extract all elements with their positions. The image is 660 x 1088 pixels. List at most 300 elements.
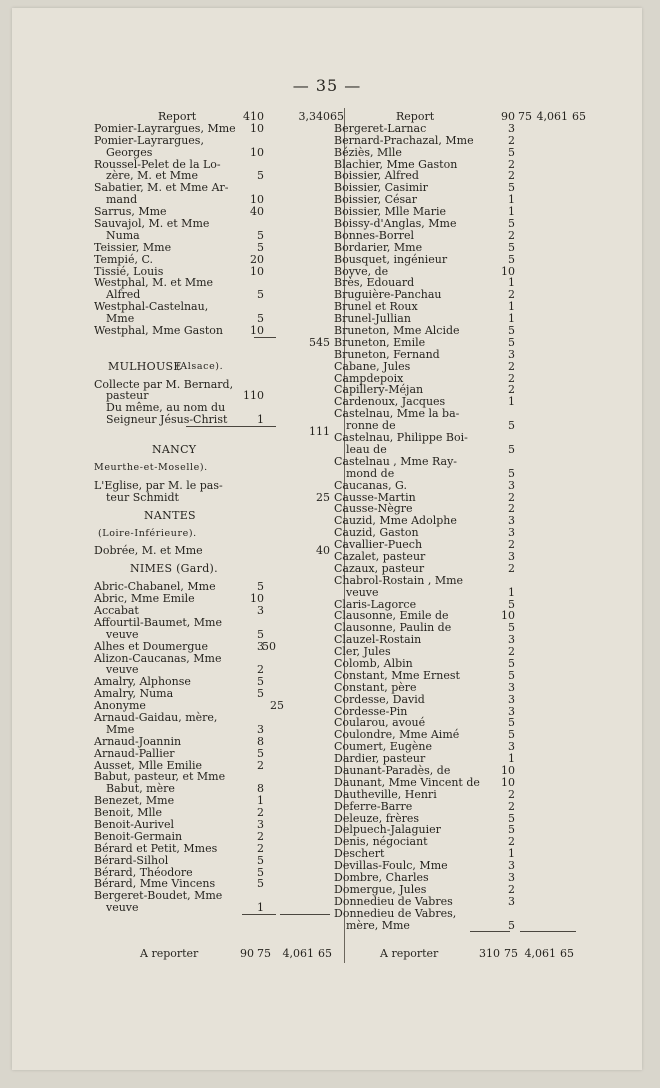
donor-name: Arnaud-Gaidau, mère,	[94, 710, 218, 724]
donation-amount: 5	[257, 240, 264, 254]
donor-row	[334, 777, 584, 789]
donor-name: Abric-Chabanel, Mme	[94, 580, 216, 594]
donation-amount: 25	[270, 699, 284, 713]
donation-amount: 5	[257, 853, 264, 867]
donor-row	[334, 884, 584, 896]
donation-amount: 2	[508, 882, 515, 896]
donor-row	[94, 629, 346, 641]
donor-name: Daunant-Paradès, de	[334, 763, 451, 777]
donor-row	[334, 254, 584, 266]
donor-name: Cazaux, pasteur	[334, 561, 425, 575]
donor-name: Dobrée, M. et Mme	[94, 544, 203, 558]
donor-name: Coumert, Eugène	[334, 740, 432, 754]
donor-name: Deleuze, frères	[334, 811, 419, 825]
donor-name: Cabane, Jules	[334, 359, 411, 373]
donation-amount: 5	[508, 811, 515, 825]
donation-amount: 2	[508, 383, 515, 397]
donor-name: Alizon-Caucanas, Mme	[94, 651, 222, 665]
donor-name: leau de	[346, 442, 387, 456]
donor-name: Bruguière-Panchau	[334, 288, 442, 302]
donation-amount: 3	[257, 603, 264, 617]
donor-name: Brunel-Jullian	[334, 312, 411, 326]
report-total-cents: 65	[572, 110, 586, 123]
report-amount: 410	[243, 110, 264, 123]
donor-name: Abric, Mme Emile	[94, 592, 195, 606]
donation-amount: 10	[501, 763, 515, 777]
donor-name: Boissier, Mlle Marie	[334, 205, 446, 219]
donor-name: veuve	[106, 627, 139, 641]
sum-rule	[520, 931, 576, 932]
donation-amount: 1	[508, 205, 515, 219]
donor-name: Roussel-Pelet de la Lo-	[94, 157, 221, 171]
donor-name: Cauzid, Gaston	[334, 526, 419, 540]
report-total: 4,061	[536, 110, 568, 123]
donation-amount: 2	[508, 169, 515, 183]
subtotal-row	[94, 337, 346, 349]
subtotal: 25	[316, 490, 330, 504]
donation-amount: 20	[250, 252, 264, 266]
carry-forward-label: A reporter	[380, 947, 439, 960]
donor-row	[94, 748, 346, 760]
donation-amount: 3	[508, 347, 515, 361]
donation-amount: 2	[508, 561, 515, 575]
donation-amount: 3	[257, 639, 264, 653]
sum-rule	[470, 931, 510, 932]
donor-name: Pomier-Layrargues, Mme	[94, 121, 236, 135]
donor-row	[334, 682, 584, 694]
section-heading	[94, 444, 346, 456]
donor-row	[94, 492, 346, 504]
donor-row	[334, 694, 584, 706]
donation-amount: 5	[257, 675, 264, 689]
donor-name: Capillery-Méjan	[334, 383, 424, 397]
donation-amount: 3	[508, 871, 515, 884]
donor-name: Brès, Edouard	[334, 276, 415, 290]
donation-amount: 5	[508, 442, 515, 456]
donation-cents: 50	[262, 639, 276, 653]
donation-amount: 5	[508, 335, 515, 349]
report-total-cents: 65	[330, 110, 344, 123]
carry-forward-total-cents: 65	[318, 947, 332, 960]
region-heading: (Alsace).	[176, 360, 224, 372]
donor-name: Mme	[106, 722, 135, 736]
donor-row	[334, 480, 584, 492]
donation-amount: 2	[508, 359, 515, 373]
donor-name: Cardenoux, Jacques	[334, 395, 446, 409]
donor-name: Westphal, Mme Gaston	[94, 324, 223, 338]
donor-row	[334, 349, 584, 361]
donation-amount: 1	[257, 413, 264, 427]
subtotal: 545	[309, 335, 330, 349]
donation-amount: 1	[257, 901, 264, 915]
donor-name: Daunant, Mme Vincent de	[334, 775, 480, 789]
donor-name: Sauvajol, M. et Mme	[94, 217, 210, 231]
donation-amount: 5	[257, 746, 264, 760]
donation-amount: 5	[508, 419, 515, 433]
donor-name: Tissié, Louis	[94, 264, 164, 278]
city-heading: NANTES	[144, 508, 196, 522]
donor-name: Dardier, pasteur	[334, 752, 426, 766]
donor-name: Castelnau , Mme Ray-	[334, 454, 458, 468]
donor-name: Blachier, Mme Gaston	[334, 157, 458, 171]
donation-amount: 3	[257, 722, 264, 736]
donor-name: Clausonne, Emile de	[334, 609, 449, 623]
donor-name: Sarrus, Mme	[94, 205, 167, 219]
donor-name: veuve	[106, 663, 139, 677]
donation-amount: 1	[508, 395, 515, 409]
donor-name: Dombre, Charles	[334, 871, 429, 884]
donor-name: Deferre-Barre	[334, 799, 413, 813]
donation-amount: 5	[508, 145, 515, 159]
left-column	[94, 111, 346, 914]
donor-row	[334, 789, 584, 801]
donation-amount: 3	[508, 121, 515, 135]
donation-amount: 10	[250, 592, 264, 606]
donor-name: Affourtil-Baumet, Mme	[94, 615, 222, 629]
page-number: — 35 —	[292, 76, 362, 95]
donation-amount: 5	[257, 865, 264, 879]
city-heading: MULHOUSE	[108, 359, 182, 373]
donor-name: Donnedieu de Vabres,	[334, 906, 457, 920]
document-page	[12, 8, 642, 1070]
donation-amount: 10	[250, 324, 264, 338]
donation-amount: 3	[508, 549, 515, 563]
donor-name: Ausset, Mlle Emilie	[94, 758, 203, 772]
carry-forward-cents: 75	[257, 947, 271, 960]
carry-forward-row	[334, 947, 574, 959]
donor-name: Brunel et Roux	[334, 300, 418, 314]
donor-row	[334, 563, 584, 575]
donor-name: Bérard et Petit, Mmes	[94, 841, 218, 855]
donation-amount: 10	[501, 609, 515, 623]
section-heading	[94, 528, 346, 540]
donation-amount: 5	[508, 918, 515, 932]
donor-row	[94, 617, 346, 629]
donor-name: Alfred	[106, 288, 141, 302]
donation-amount: 5	[508, 181, 515, 195]
donor-name: mère, Mme	[346, 918, 410, 932]
donor-row	[334, 896, 584, 908]
donation-amount: 5	[508, 466, 515, 480]
donor-row	[94, 736, 346, 748]
donation-amount: 1	[508, 585, 515, 599]
donation-amount: 3	[508, 514, 515, 528]
donor-name: Cazalet, pasteur	[334, 549, 426, 563]
carry-forward-amount: 310	[479, 947, 500, 960]
donor-name: Castelnau, Philippe Boi-	[334, 431, 468, 445]
donation-amount: 3	[508, 680, 515, 694]
donor-name: Cordesse, David	[334, 692, 425, 706]
donation-amount: 5	[257, 288, 264, 302]
donor-name: pasteur	[106, 389, 149, 403]
donation-amount: 10	[501, 264, 515, 278]
donor-name: Benoit-Aurivel	[94, 817, 175, 831]
carry-forward-total: 4,061	[524, 947, 556, 960]
report-cents: 75	[518, 110, 532, 123]
subtotal-row	[94, 426, 346, 438]
donation-amount: 5	[508, 217, 515, 231]
donor-name: Boissier, Casimir	[334, 181, 428, 195]
donor-name: teur Schmidt	[106, 490, 179, 504]
donor-name: Boyve, de	[334, 264, 389, 278]
donation-amount: 10	[250, 121, 264, 135]
donor-name: Bruneton, Mme Alcide	[334, 324, 460, 338]
donor-name: Amalry, Alphonse	[94, 675, 191, 689]
donor-row	[94, 855, 346, 867]
donation-amount: 5	[508, 716, 515, 730]
donation-amount: 5	[257, 580, 264, 594]
donation-amount: 1	[508, 276, 515, 290]
donor-name: Arnaud-Pallier	[94, 746, 175, 760]
region-heading: (Loire-Inférieure).	[98, 527, 197, 539]
donation-amount: 1	[508, 193, 515, 207]
sum-rule	[242, 914, 276, 915]
donation-amount: 5	[257, 228, 264, 242]
donor-name: mond de	[346, 466, 395, 480]
donation-amount: 40	[250, 205, 264, 219]
donor-name: Westphal-Castelnau,	[94, 300, 209, 314]
donor-name: Bérard, Mme Vincens	[94, 877, 216, 891]
section-heading	[94, 563, 346, 575]
donor-name: Seigneur Jésus-Christ	[106, 413, 228, 427]
donor-row	[94, 641, 346, 653]
donation-amount: 2	[508, 133, 515, 147]
donor-name: Béziès, Mlle	[334, 145, 402, 159]
report-label: Report	[396, 110, 435, 123]
donation-amount: 5	[508, 252, 515, 266]
donor-name: Dautheville, Henri	[334, 787, 437, 801]
donor-row	[334, 575, 584, 587]
donation-amount: 8	[257, 734, 264, 748]
donor-row	[334, 801, 584, 813]
donor-name: mand	[106, 193, 138, 207]
donation-amount: 2	[508, 645, 515, 659]
donor-name: Sabatier, M. et Mme Ar-	[94, 181, 229, 195]
donor-row	[334, 670, 584, 682]
donor-name: Delpuech-Jalaguier	[334, 823, 441, 837]
donation-amount: 5	[257, 687, 264, 701]
donor-row	[334, 587, 584, 599]
donor-row	[334, 361, 584, 373]
donation-amount: 2	[257, 758, 264, 772]
carry-forward-amount: 90	[240, 947, 254, 960]
donor-name: Caucanas, G.	[334, 478, 407, 492]
donor-row	[94, 242, 346, 254]
donor-row	[334, 920, 584, 932]
donation-amount: 5	[508, 240, 515, 254]
donation-amount: 3	[508, 894, 515, 908]
donation-amount: 10	[250, 264, 264, 278]
donor-name: Amalry, Numa	[94, 687, 174, 701]
donation-amount: 3	[508, 478, 515, 492]
section-heading	[94, 462, 346, 474]
donation-amount: 110	[243, 389, 264, 403]
donor-name: Coulondre, Mme Aimé	[334, 728, 460, 742]
donor-name: L'Eglise, par M. le pas-	[94, 478, 223, 492]
donor-row	[334, 468, 584, 480]
right-column	[334, 111, 584, 931]
report-total: 3,340	[298, 110, 330, 123]
donor-row	[94, 545, 346, 557]
donor-name: Accabat	[94, 603, 139, 617]
donor-name: Mme	[106, 312, 135, 326]
donation-amount: 2	[257, 829, 264, 843]
donor-name: Bergeret-Larnac	[334, 121, 427, 135]
donor-name: Boissier, César	[334, 193, 417, 207]
donor-row	[334, 456, 584, 468]
donation-amount: 5	[508, 656, 515, 670]
donor-name: Benezet, Mme	[94, 794, 175, 808]
donor-name: veuve	[346, 585, 379, 599]
donor-name: Bérard, Théodore	[94, 865, 193, 879]
donor-name: Clauzel-Rostain	[334, 633, 422, 647]
donation-amount: 3	[508, 526, 515, 540]
donor-name: Cordesse-Pin	[334, 704, 408, 718]
donation-amount: 3	[508, 692, 515, 706]
donation-amount: 2	[257, 806, 264, 820]
donor-name: Pomier-Layrargues,	[94, 133, 204, 147]
subtotal: 111	[309, 425, 330, 439]
donation-amount: 3	[508, 859, 515, 873]
donor-name: Denis, négociant	[334, 835, 428, 849]
donation-amount: 5	[508, 823, 515, 837]
donation-amount: 1	[508, 300, 515, 314]
carry-forward-row	[94, 947, 334, 959]
donor-row	[94, 843, 346, 855]
donor-row	[94, 135, 346, 147]
donor-name: Coularou, avoué	[334, 716, 426, 730]
carry-forward-cents: 75	[504, 947, 518, 960]
donor-row	[94, 902, 346, 914]
subtotal: 40	[316, 544, 330, 558]
donor-row	[334, 135, 584, 147]
carry-forward-label: A reporter	[140, 947, 199, 960]
donor-name: Colomb, Albin	[334, 656, 413, 670]
section-heading	[94, 361, 346, 373]
donor-name: Bérard-Silhol	[94, 853, 169, 867]
donor-name: veuve	[106, 901, 139, 915]
donation-amount: 3	[508, 704, 515, 718]
donation-amount: 5	[257, 877, 264, 891]
donation-amount: 10	[250, 193, 264, 207]
donor-name: zère, M. et Mme	[106, 169, 198, 183]
donor-name: Cler, Jules	[334, 645, 391, 659]
donation-amount: 1	[508, 847, 515, 861]
donor-row	[94, 254, 346, 266]
donation-amount: 2	[508, 490, 515, 504]
donor-row	[94, 831, 346, 843]
donation-amount: 2	[508, 228, 515, 242]
donation-amount: 1	[508, 312, 515, 326]
donor-name: Bernard-Prachazal, Mme	[334, 133, 474, 147]
donor-name: Anonyme	[94, 699, 146, 713]
donation-amount: 2	[508, 371, 515, 385]
donation-amount: 8	[257, 782, 264, 796]
donor-name: Bordarier, Mme	[334, 240, 423, 254]
donor-name: Devillas-Foulc, Mme	[334, 859, 448, 873]
donation-amount: 2	[508, 157, 515, 171]
donor-name: Constant, père	[334, 680, 417, 694]
donor-name: Bergeret-Boudet, Mme	[94, 889, 223, 903]
donor-name: Numa	[106, 228, 140, 242]
donor-name: Arnaud-Joannin	[94, 734, 182, 748]
donation-amount: 3	[508, 633, 515, 647]
donation-amount: 10	[501, 775, 515, 789]
donation-amount: 5	[257, 169, 264, 183]
donor-name: Collecte par M. Bernard,	[94, 377, 234, 391]
donor-name: Boissier, Alfred	[334, 169, 419, 183]
donation-amount: 3	[257, 817, 264, 831]
region-heading: Meurthe-et-Moselle).	[94, 461, 208, 473]
donor-row	[334, 123, 584, 135]
donation-amount: 5	[508, 324, 515, 338]
donor-name: Teissier, Mme	[94, 240, 172, 254]
report-label: Report	[158, 110, 197, 123]
carry-forward-total-cents: 65	[560, 947, 574, 960]
donation-amount: 2	[508, 288, 515, 302]
donation-amount: 2	[508, 835, 515, 849]
donor-name: Constant, Mme Ernest	[334, 668, 460, 682]
donor-row	[94, 724, 346, 736]
donation-amount: 2	[257, 841, 264, 855]
donor-row	[334, 230, 584, 242]
donor-name: Westphal, M. et Mme	[94, 276, 214, 290]
section-heading	[94, 510, 346, 522]
donation-amount: 2	[508, 502, 515, 516]
donor-name: Babut, mère	[106, 782, 175, 796]
donor-name: Castelnau, Mme la ba-	[334, 407, 460, 421]
donor-name: Alhes et Doumergue	[94, 639, 208, 653]
donor-row	[94, 230, 346, 242]
city-heading: NIMES (Gard).	[130, 562, 218, 576]
donation-amount: 3	[508, 740, 515, 754]
donor-name: Tempié, C.	[94, 252, 154, 266]
donation-amount: 10	[250, 145, 264, 159]
donor-name: Cauzid, Mme Adolphe	[334, 514, 457, 528]
donation-amount: 2	[508, 799, 515, 813]
donor-name: Bruneton, Emile	[334, 335, 426, 349]
donation-amount: 5	[257, 312, 264, 326]
donor-row	[94, 123, 346, 135]
donor-name: Babut, pasteur, et Mme	[94, 770, 226, 784]
donor-name: Georges	[106, 145, 153, 159]
donation-amount: 5	[508, 668, 515, 682]
donor-row	[334, 242, 584, 254]
donation-amount: 2	[508, 538, 515, 552]
report-amount: 90	[501, 110, 515, 123]
donation-amount: 5	[508, 597, 515, 611]
donation-amount: 5	[508, 621, 515, 635]
donation-amount: 5	[508, 728, 515, 742]
donor-name: ronne de	[346, 419, 396, 433]
donor-name: Causse-Martin	[334, 490, 416, 504]
donor-name: Deschert	[334, 847, 385, 861]
donor-name: Bonnes-Borrel	[334, 228, 414, 242]
donor-row	[94, 147, 346, 159]
donation-amount: 5	[257, 627, 264, 641]
donor-name: Du même, au nom du	[106, 401, 226, 415]
donor-row	[334, 908, 584, 920]
sum-rule	[280, 914, 330, 915]
donor-name: Campdepoix	[334, 371, 404, 385]
donor-name: Bousquet, ingénieur	[334, 252, 448, 266]
carry-forward-total: 4,061	[282, 947, 314, 960]
city-heading: NANCY	[152, 443, 197, 457]
donor-name: Cavallier-Puech	[334, 538, 423, 552]
donor-name: Domergue, Jules	[334, 882, 427, 896]
donor-name: Claris-Lagorce	[334, 597, 417, 611]
donor-row	[94, 480, 346, 492]
